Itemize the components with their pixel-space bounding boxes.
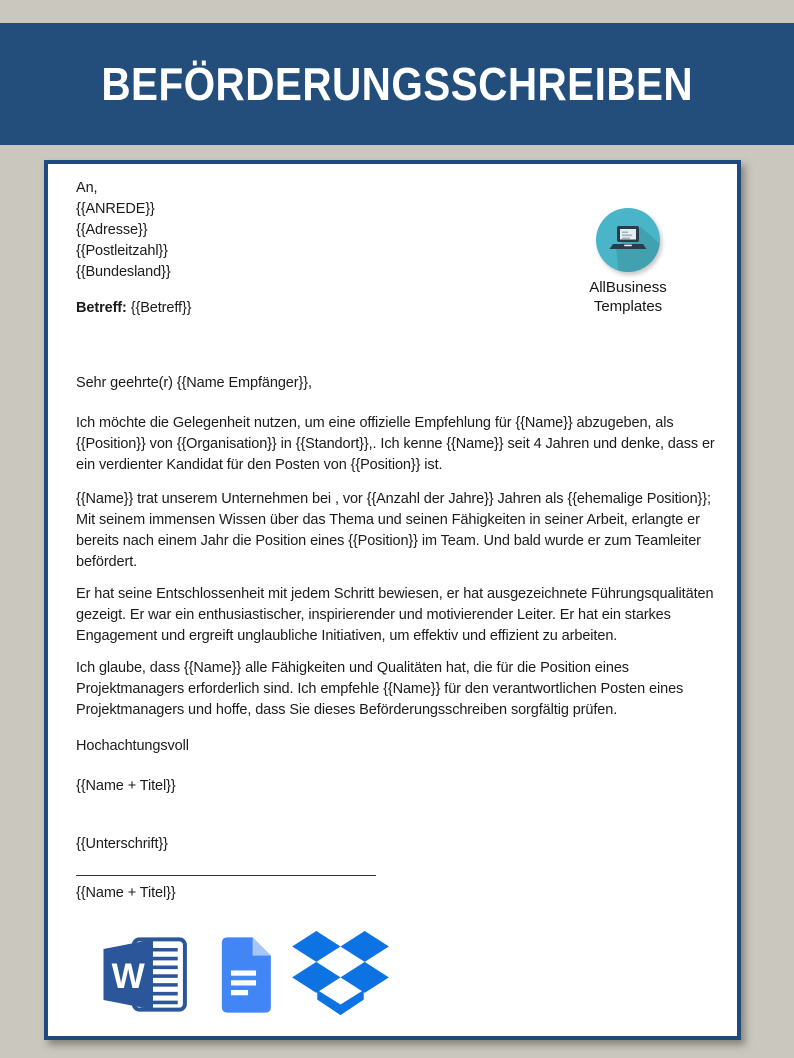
google-docs-glyph bbox=[215, 936, 272, 1014]
allbusiness-logo bbox=[563, 208, 693, 315]
signature-line bbox=[76, 875, 376, 876]
recipient-line: An, bbox=[76, 180, 98, 196]
salutation: Sehr geehrte(r) {{Name Empfänger}}, bbox=[76, 375, 312, 391]
ms-word-icon[interactable] bbox=[97, 933, 193, 1016]
ms-word-glyph bbox=[97, 933, 193, 1016]
format-icon-row bbox=[97, 930, 723, 1019]
paragraph: {{Name}} trat unserem Unternehmen bei , vor {{Anzahl der Jahre}} Jahren als {{ehemalige Position}}; Mit seinem immensen Wissen über das Thema und seinen Fähigkeiten in seiner Arbeit, erlangte er bereits nach einem Jahr die Position eines {{Position}} im Team. Und bald wurde er zum Teamleiter befördert. bbox=[76, 491, 711, 570]
signature-name-bottom: {{Name + Titel}} bbox=[76, 885, 176, 901]
signature-name-top: {{Name + Titel}} bbox=[76, 778, 176, 794]
paragraph: Er hat seine Entschlossenheit mit jedem Schritt bewiesen, er hat ausgezeichnete Führungsqualitäten gezeigt. Er war ein enthusiastischer, inspirierender und motivierender Leiter. Er hat ein starkes Engagement und ergreift unglaubliche Initiativen, um effektiv und effizient zu arbeiten. bbox=[76, 586, 714, 644]
subject-label: Betreff: bbox=[76, 300, 127, 316]
paragraph: Ich möchte die Gelegenheit nutzen, um eine offizielle Empfehlung für {{Name}} abzugeben, als {{Position}} von {{Organisation}} in {{Standort}},. Ich kenne {{Name}} seit 4 Jahren und denke, dass er ein verdienter Kandidat für den Posten von {{Position}} ist. bbox=[76, 415, 715, 473]
word-letter: W bbox=[111, 957, 145, 997]
brand-name-line1: AllBusiness bbox=[589, 279, 667, 296]
dropbox-glyph bbox=[292, 930, 389, 1019]
letter-page bbox=[44, 160, 741, 1040]
subject-value: {{Betreff}} bbox=[130, 300, 192, 316]
brand-name-line2: Templates bbox=[593, 298, 663, 315]
page-title: BEFÖRDERUNGSSCHREIBEN bbox=[101, 58, 693, 110]
recipient-line: {{Postleitzahl}} bbox=[76, 243, 168, 259]
dropbox-icon[interactable] bbox=[292, 930, 389, 1019]
recipient-line: {{ANREDE}} bbox=[76, 201, 155, 217]
closing: Hochachtungsvoll bbox=[76, 738, 189, 754]
paragraph: Ich glaube, dass {{Name}} alle Fähigkeiten und Qualitäten hat, die für die Position eines Projektmanagers erforderlich sind. Ich empfehle {{Name}} für den verantwortlichen Posten eines Projektmanagers und hoffe, dass Sie dieses Beförderungsschreiben sorgfältig prüfen. bbox=[76, 660, 684, 718]
recipient-line: {{Bundesland}} bbox=[76, 264, 171, 280]
google-docs-icon[interactable] bbox=[215, 936, 272, 1014]
laptop-icon bbox=[596, 208, 660, 272]
header-band bbox=[0, 23, 794, 145]
signature-placeholder: {{Unterschrift}} bbox=[76, 836, 168, 852]
recipient-line: {{Adresse}} bbox=[76, 222, 148, 238]
